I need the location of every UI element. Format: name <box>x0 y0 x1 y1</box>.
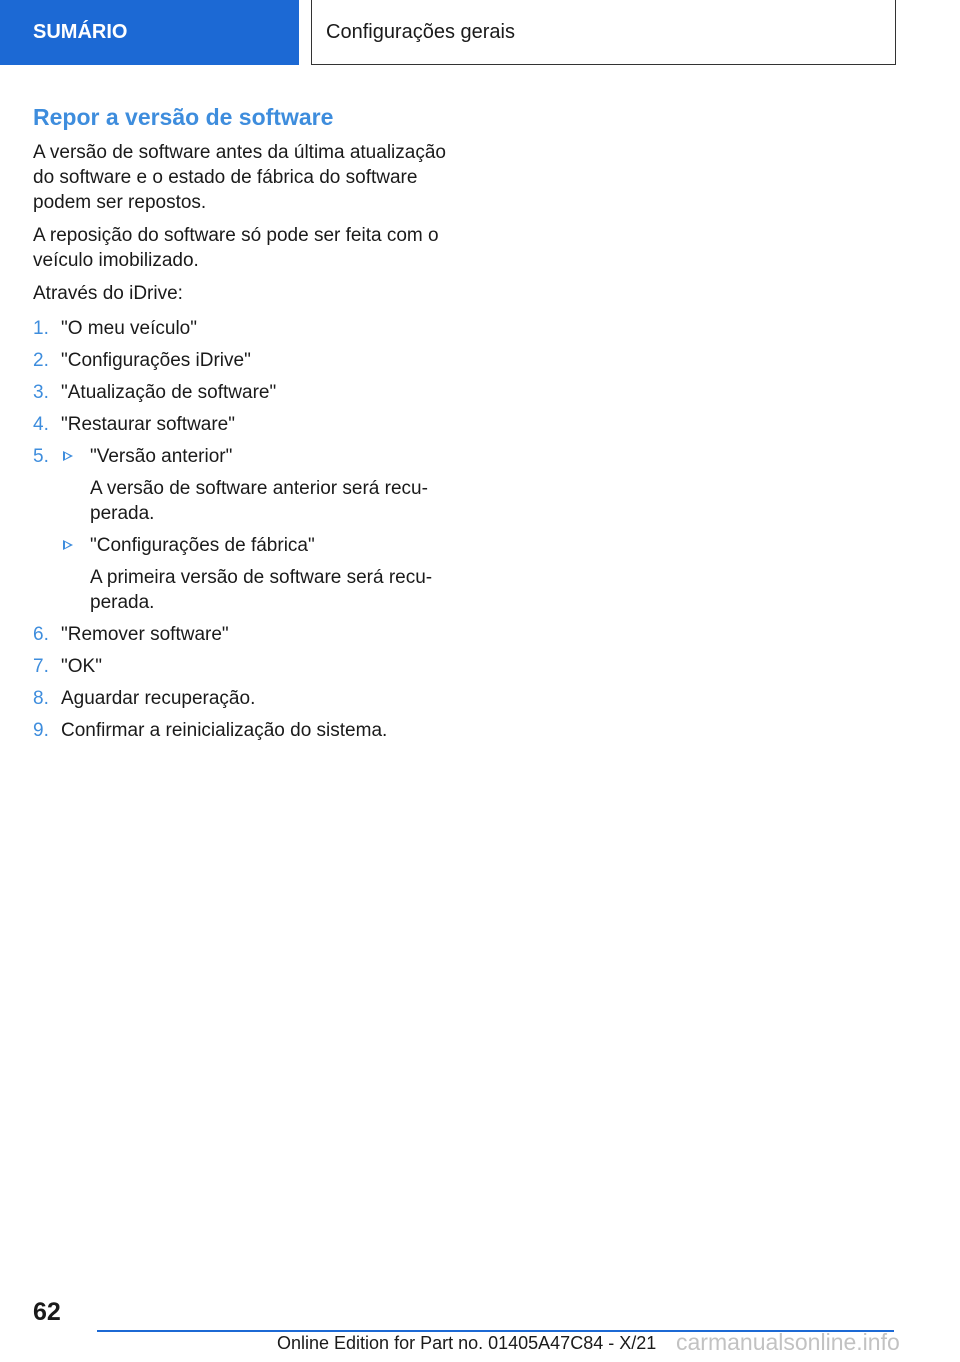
toc-tab[interactable]: SUMÁRIO <box>0 0 299 65</box>
option-item <box>61 533 453 615</box>
triangle-bullet-icon <box>63 540 73 550</box>
step-text: Confirmar a reinicialização do sistema. <box>61 720 388 741</box>
step-item <box>33 622 453 647</box>
page-number: 62 <box>33 1298 61 1326</box>
footer-edition: Online Edition for Part no. 01405A47C84 - X/21 <box>277 1333 657 1353</box>
step-item <box>33 412 453 437</box>
step-item <box>33 718 453 743</box>
step-item <box>33 348 453 373</box>
step-item <box>33 316 453 341</box>
step-number: 7. <box>33 656 49 677</box>
step-item <box>33 380 453 405</box>
step-item <box>33 654 453 679</box>
option-label: "Configurações de fábrica" <box>90 535 315 556</box>
condition-paragraph: A reposição do software só pode ser feita com o veículo imobilizado. <box>33 225 439 271</box>
step-number: 4. <box>33 414 49 435</box>
step-number: 2. <box>33 350 49 371</box>
option-label: "Versão anterior" <box>90 446 233 467</box>
watermark: carmanualsonline.info <box>676 1329 900 1355</box>
step-text: "Restaurar software" <box>61 414 235 435</box>
step-text: Aguardar recuperação. <box>61 688 256 709</box>
step-text: "Configurações iDrive" <box>61 350 251 371</box>
step-number: 3. <box>33 382 49 403</box>
steps-list <box>33 316 453 743</box>
option-description: A versão de software anterior será recu-perada. <box>90 478 428 524</box>
main-content <box>33 100 453 750</box>
step-number: 8. <box>33 688 49 709</box>
step-text: "OK" <box>61 656 102 677</box>
intro-paragraph: A versão de software antes da última atualização do software e o estado de fábrica do software podem ser repostos. <box>33 142 446 213</box>
step-text: "Atualização de software" <box>61 382 277 403</box>
option-item <box>61 444 453 526</box>
page-heading: Repor a versão de software <box>33 104 334 130</box>
idrive-paragraph: Através do iDrive: <box>33 283 183 304</box>
step-number: 1. <box>33 318 49 339</box>
step-number: 5. <box>33 446 49 467</box>
step-number: 6. <box>33 624 49 645</box>
option-list <box>61 444 453 615</box>
step-item <box>33 686 453 711</box>
step-number: 9. <box>33 720 49 741</box>
step-text: "O meu veículo" <box>61 318 197 339</box>
step-text: "Remover software" <box>61 624 229 645</box>
step-item <box>33 444 453 615</box>
option-description: A primeira versão de software será recu-perada. <box>90 567 433 613</box>
section-title: Configurações gerais <box>311 0 896 65</box>
triangle-bullet-icon <box>63 451 73 461</box>
